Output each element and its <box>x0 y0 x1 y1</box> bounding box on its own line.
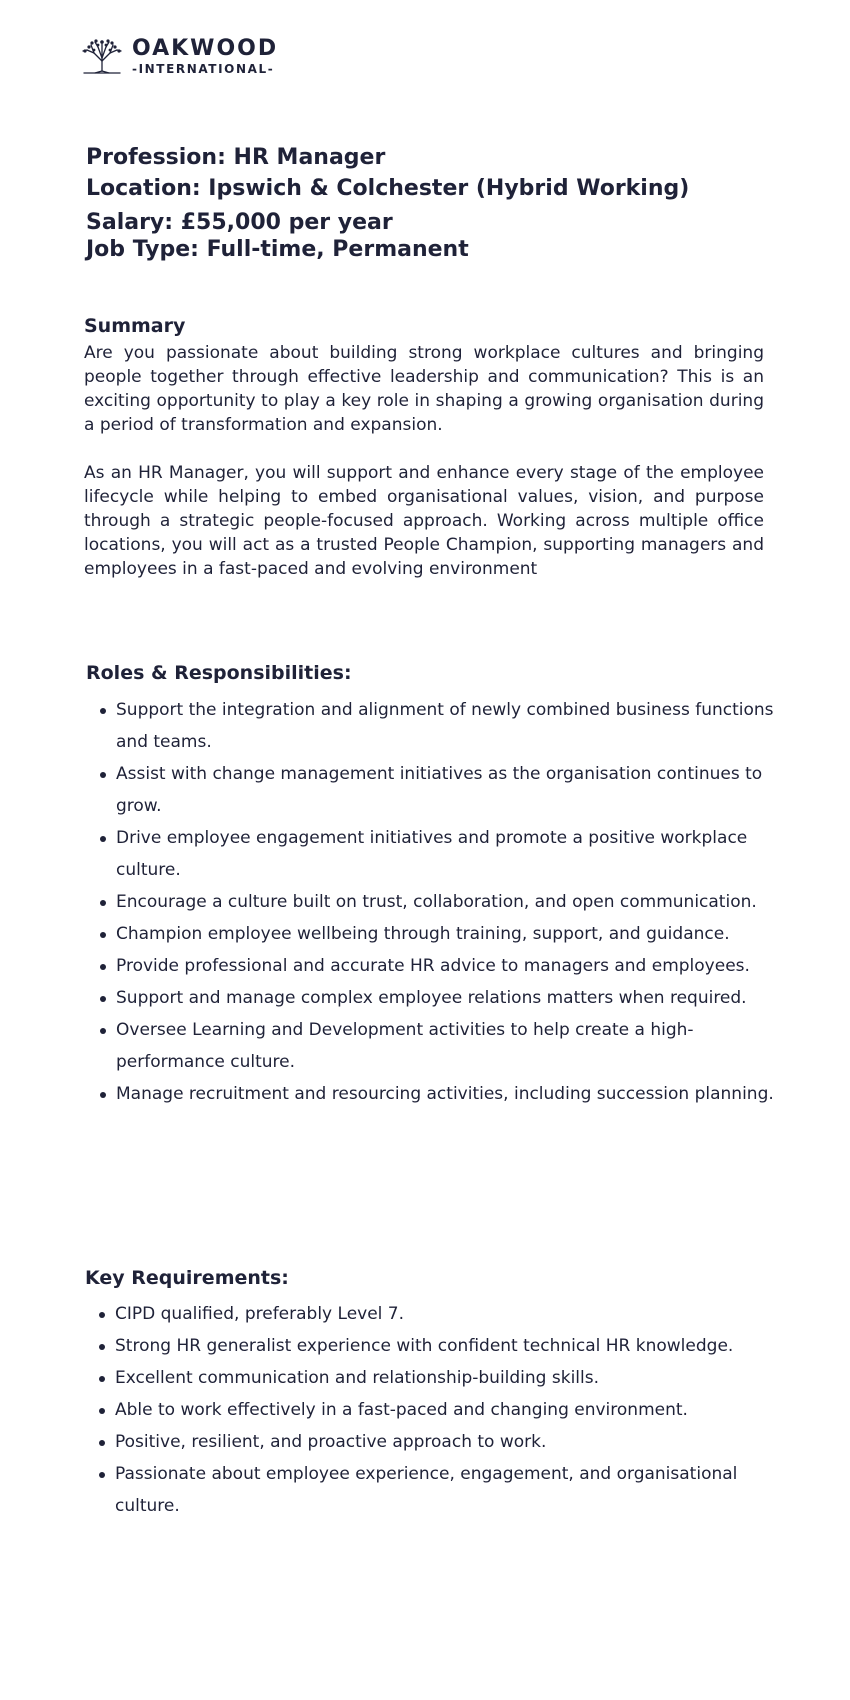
roles-list <box>116 694 776 1110</box>
requirements-list <box>115 1298 775 1522</box>
list-item: Able to work effectively in a fast-paced and changing environment. <box>115 1394 775 1426</box>
list-item: Manage recruitment and resourcing activities, including succession planning. <box>116 1078 776 1110</box>
list-item: Support the integration and alignment of newly combined business functions and teams. <box>116 694 776 758</box>
list-item: Positive, resilient, and proactive approach to work. <box>115 1426 775 1458</box>
job-type: Job Type: Full-time, Permanent <box>86 237 469 262</box>
company-logo <box>80 38 278 75</box>
job-profession: Profession: HR Manager <box>86 145 386 170</box>
list-item: CIPD qualified, preferably Level 7. <box>115 1298 775 1330</box>
tree-icon <box>80 39 124 75</box>
list-item: Drive employee engagement initiatives and promote a positive workplace culture. <box>116 822 776 886</box>
job-salary: Salary: £55,000 per year <box>86 210 393 235</box>
list-item: Support and manage complex employee relations matters when required. <box>116 982 776 1014</box>
list-item: Excellent communication and relationship-building skills. <box>115 1362 775 1394</box>
list-item: Oversee Learning and Development activities to help create a high-performance culture. <box>116 1014 776 1078</box>
job-location: Location: Ipswich & Colchester (Hybrid Working) <box>86 176 690 201</box>
summary-paragraph-1: Are you passionate about building strong workplace cultures and bringing people together through effective leadership and communication? This is an exciting opportunity to play a key role in shaping a growing organisation during a period of transformation and expansion. <box>84 343 764 435</box>
roles-heading: Roles & Responsibilities: <box>86 662 352 684</box>
brand-tagline: -INTERNATIONAL- <box>132 62 275 76</box>
list-item: Encourage a culture built on trust, collaboration, and open communication. <box>116 886 776 918</box>
list-item: Strong HR generalist experience with confident technical HR knowledge. <box>115 1330 775 1362</box>
summary-paragraph-2: As an HR Manager, you will support and enhance every stage of the employee lifecycle while helping to embed organisational values, vision, and purpose through a strategic people-focused approach. Working across multiple office locations, you will act as a trusted People Champion, supporting managers and employees in a fast-paced and evolving environment <box>84 463 764 579</box>
list-item: Assist with change management initiatives as the organisation continues to grow. <box>116 758 776 822</box>
brand-name: OAKWOOD <box>132 36 279 61</box>
requirements-heading: Key Requirements: <box>85 1267 289 1289</box>
summary-heading: Summary <box>84 315 186 337</box>
list-item: Provide professional and accurate HR advice to managers and employees. <box>116 950 776 982</box>
list-item: Passionate about employee experience, engagement, and organisational culture. <box>115 1458 775 1522</box>
job-details <box>86 142 826 265</box>
list-item: Champion employee wellbeing through training, support, and guidance. <box>116 918 776 950</box>
